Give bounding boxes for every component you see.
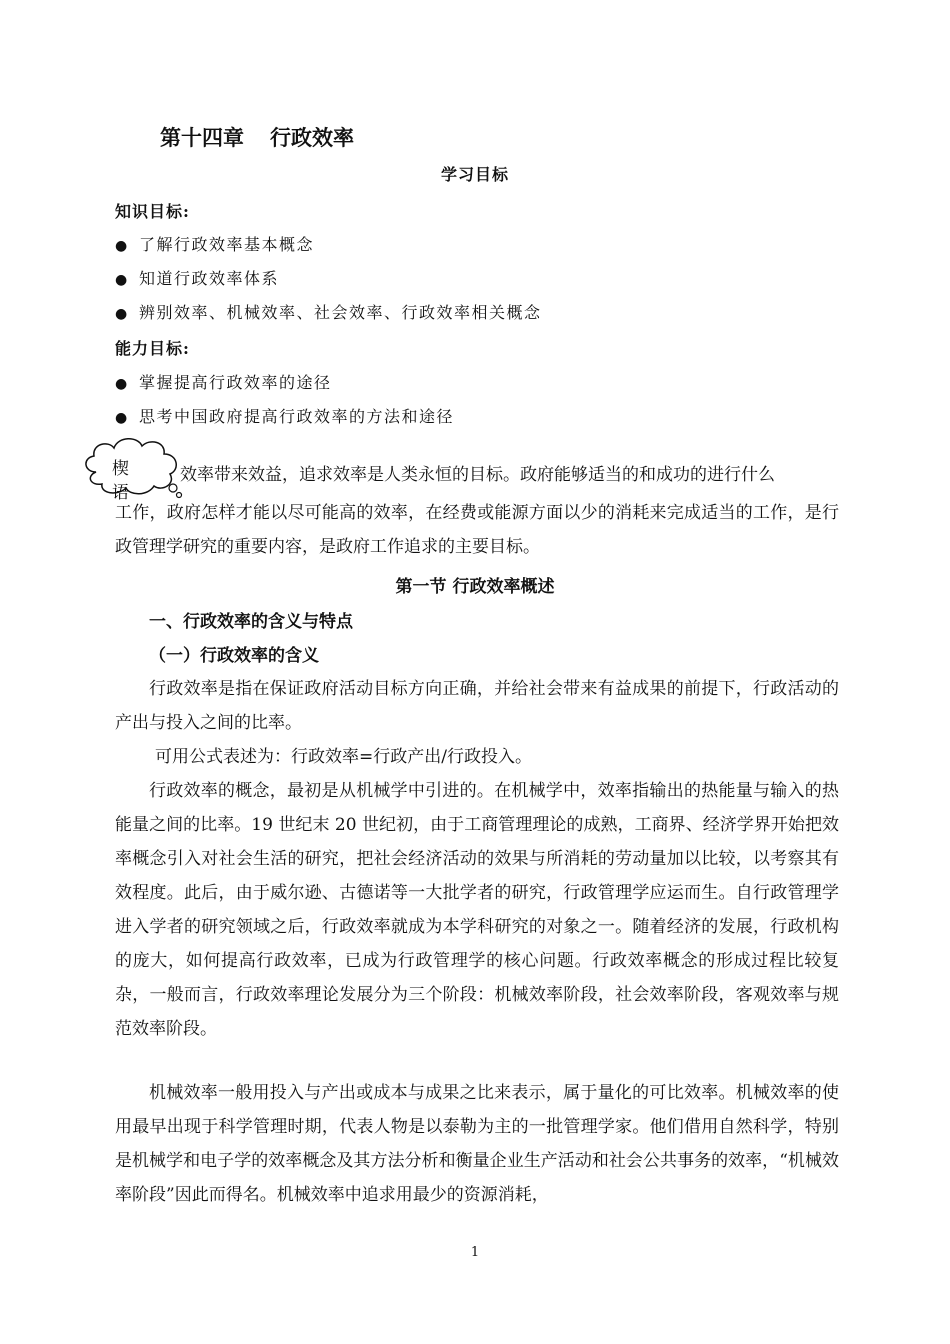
intro-first-line: 效率带来效益，追求效率是人类永恒的目标。政府能够适当的和成功的进行什么	[180, 465, 775, 485]
paragraph-history: 行政效率的概念，最初是从机械学中引进的。在机械学中，效率指输出的热能量与输入的热能量之间的比率。19 世纪末 20 世纪初，由于工商管理理论的成熟，工商界、经济学界开始把效率概念引入对社会生活的研究，把社会经济活动的效果与所消耗的劳动量加以比较，以考察其有效程度。此后，由于威尔逊、古德诺等一大批学者的研究，行政管理学应运而生。自行政管理学进入学者的研究领域之后，行政效率就成为本学科研究的对象之一。随着经济的发展，行政机构的庞大，如何提高行政效率，已成为行政管理学的核心问题。行政效率概念的形成过程比较复杂，一般而言，行政效率理论发展分为三个阶段：机械效率阶段，社会效率阶段，客观效率与规范效率阶段。	[115, 781, 839, 1039]
bullet-icon: ●	[115, 410, 129, 426]
bullet-icon: ●	[115, 376, 129, 392]
intro-paragraph: 工作，政府怎样才能以尽可能高的效率，在经费或能源方面以少的消耗来完成适当的工作，是行政管理学研究的重要内容，是政府工作追求的主要目标。	[115, 503, 839, 557]
ability-item: ● 思考中国政府提高行政效率的方法和途径	[115, 407, 455, 426]
page-number: 1	[470, 1245, 480, 1260]
paragraph-mechanical-efficiency: 机械效率一般用投入与产出或成本与成果之比来表示，属于量化的可比效率。机械效率的使用最早出现于科学管理时期，代表人物是以泰勒为主的一批管理学家。他们借用自然科学，特别是机械学和电子学的效率概念及其方法分析和衡量企业生产活动和社会公共事务的效率，“机械效率阶段”因此而得名。机械效率中追求用最少的资源消耗，	[115, 1083, 839, 1205]
cloud-callout	[78, 432, 188, 502]
section-title: 第一节 行政效率概述	[395, 577, 555, 597]
paragraph-formula: 可用公式表述为：行政效率=行政产出/行政投入。	[155, 747, 532, 767]
bullet-icon: ●	[115, 272, 129, 288]
knowledge-item: ● 了解行政效率基本概念	[115, 235, 315, 254]
chapter-title: 行政效率	[270, 125, 354, 150]
cloud-label-2: 语	[112, 483, 129, 503]
cloud-icon	[78, 432, 188, 502]
bullet-icon: ●	[115, 306, 129, 322]
ability-goals-label: 能力目标:	[115, 339, 190, 358]
knowledge-goals-label: 知识目标:	[115, 202, 190, 221]
bullet-icon: ●	[115, 238, 129, 254]
knowledge-item: ● 辨别效率、机械效率、社会效率、行政效率相关概念	[115, 303, 542, 322]
chapter-heading	[160, 122, 354, 152]
ability-item: ● 掌握提高行政效率的途径	[115, 373, 332, 392]
paragraph-definition: 行政效率是指在保证政府活动目标方向正确，并给社会带来有益成果的前提下，行政活动的产出与投入之间的比率。	[115, 679, 839, 733]
learning-goals-title: 学习目标	[440, 165, 509, 184]
cloud-label-1: 楔	[112, 459, 129, 479]
chapter-number: 第十四章	[160, 125, 244, 150]
knowledge-item: ● 知道行政效率体系	[115, 269, 280, 288]
heading-level-1: 一、行政效率的含义与特点	[149, 612, 353, 632]
heading-level-2: （一）行政效率的含义	[149, 646, 319, 666]
